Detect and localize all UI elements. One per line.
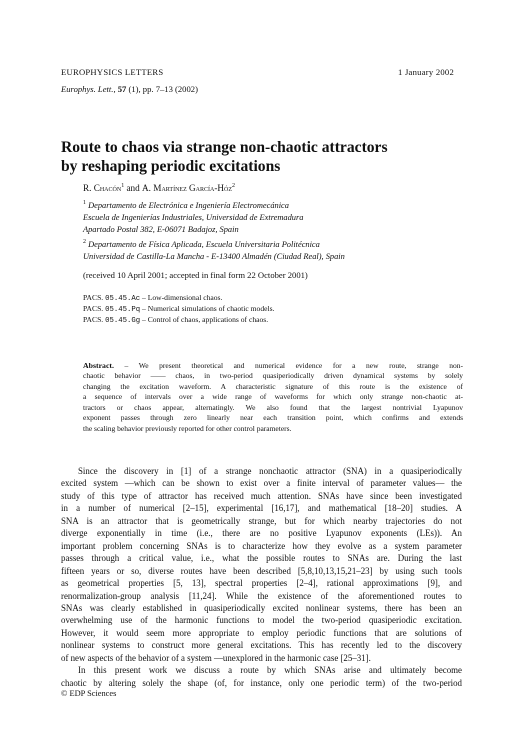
body-line: fifteen years or so, diverse routes have been described [5,8,10,13,15,21–23] by using such tools (61, 565, 462, 576)
title-line-2: by reshaping periodic excitations (61, 158, 281, 175)
abstract-line (83, 361, 463, 371)
body-line: SNAs was clearly established in quasiperiodically excited nonlinear systems, there has been an (61, 602, 462, 613)
paper-title (61, 138, 388, 176)
pacs-code: 05.45.Ac (105, 295, 141, 303)
abstract-line: a sequence of intervals over a wide range of waveforms for which only strange non-chaotic at- (83, 392, 463, 402)
pacs-list (83, 293, 274, 326)
author-2-affil: 2 (232, 183, 236, 189)
pacs-code: 05.45.Gg (105, 317, 141, 325)
citation-volume: 57 (117, 84, 127, 94)
pacs-description: – Numerical simulations of chaotic models. (140, 304, 275, 313)
body-line: diverge exponentially in time (i.e., there are no positive Lyapunov exponents (LEs)). An (61, 528, 462, 539)
body-line: nonlinear systems to construct more general excitations. This has recently led to the discovery (61, 640, 462, 651)
body-line: excited system —which can be shown to exist over a finite interval of parameter values— the (61, 478, 462, 489)
body-line: important problem concerning SNAs is to characterize how they evolve as a system parameter (61, 540, 462, 551)
body-line: as geometrical properties [5, 13], spectral properties [2–4], rational approximations [9], and (61, 578, 462, 589)
author-list (83, 183, 235, 193)
affiliation-line (83, 197, 345, 212)
author-1: R. Chacón (83, 183, 122, 194)
affiliation-marker: 1 (83, 200, 86, 206)
copyright-icon: © (61, 689, 68, 698)
body-line: However, it would seem more appropriate to employ periodic functions that are solutions of (61, 627, 462, 638)
citation-journal: Europhys. Lett. (61, 84, 114, 94)
abstract-line: exponent passes through zero linearly near each transition point, which confirms and extends (83, 413, 463, 423)
body-line: chaotic by altering solely the shape (of, for instance, only one periodic term) of the two-period (61, 677, 462, 688)
affiliation-line (83, 212, 345, 224)
copyright-footer (61, 689, 116, 698)
abstract-line: the scaling behavior previously reported for other control parameters. (83, 423, 292, 433)
abstract-line: changing the excitation waveform. A characteristic signature of this route is the existence of (83, 381, 463, 391)
body-line: in a number of numerical [2–15], experimental [16,17], and mathematical [18–20] studies. A (61, 503, 462, 514)
received-dates: (received 10 April 2001; accepted in final form 22 October 2001) (83, 270, 308, 280)
abstract-dash: – (113, 361, 139, 370)
author-1-affil: 1 (121, 183, 125, 189)
affiliation-text: Universidad de Castilla-La Mancha - E-13400 Almadén (Ciudad Real), Spain (83, 251, 345, 261)
abstract (83, 361, 463, 434)
body-line: SNA is an attractor that is geometrically strange, but for which nearby trajectories do not (61, 515, 462, 526)
body-line: Since the discovery in [1] of a strange nonchaotic attractor (SNA) in a quasiperiodically (78, 466, 462, 476)
title-line-1: Route to chaos via strange non-chaotic attractors (61, 139, 388, 156)
author-connector: and (124, 183, 143, 194)
body-line: In this present work we discuss a route by which SNAs arise and ultimately become (78, 665, 462, 676)
pacs-entry (83, 304, 274, 315)
body-text (61, 465, 462, 689)
abstract-text: We present theoretical and numerical evidence for a new route, strange non- (138, 361, 463, 370)
body-line: renormalization-group analysis [11,24]. While the existence of the aforementioned routes to (61, 590, 462, 601)
pacs-label: PACS. (83, 304, 104, 313)
abstract-line: tractors or chaos appear, alternatingly. We also found that the largest nontrivial Lyapunov (83, 402, 463, 412)
abstract-heading: Abstract. (83, 361, 114, 370)
pacs-entry (83, 293, 274, 304)
body-line: overwhelming use of the harmonic functions to model the two-period quasiperiodic excitation. (61, 615, 462, 626)
affiliations (83, 197, 345, 263)
author-2: A. Martínez García-Hóz (142, 183, 233, 194)
body-line: of new aspects of the behavior of a system —unexplored in the harmonic case [25–31]. (61, 652, 371, 663)
affiliation-text: Departamento de Electrónica e Ingeniería Electromecánica (88, 200, 289, 210)
affiliation-text: Apartado Postal 382, E-06071 Badajoz, Spain (83, 224, 239, 234)
pacs-description: – Low-dimensional chaos. (140, 293, 223, 302)
journal-header: EUROPHYSICS LETTERS (61, 67, 164, 77)
affiliation-line (83, 251, 345, 263)
pacs-code: 05.45.Pq (105, 306, 141, 314)
affiliation-line (83, 224, 345, 236)
affiliation-marker: 2 (83, 239, 86, 246)
citation: Europhys. Lett., 57 (1), pp. 7–13 (2002) (61, 84, 198, 94)
affiliation-line (83, 236, 345, 251)
pacs-entry (83, 315, 274, 326)
pacs-label: PACS. (83, 293, 104, 302)
body-line: passes through a critical value, i.e., what the possible routes to SNAs are. During the last (61, 553, 462, 564)
pacs-label: PACS. (83, 315, 104, 324)
abstract-line: chaotic behavior —— chaos, in two-period quasiperiodically driven dynamical systems by solely (83, 371, 463, 381)
body-line: study of this type of attractor has received much attention. SNAs have since been investigated (61, 490, 462, 501)
affiliation-text: Escuela de Ingenierías Industriales, Universidad de Extremadura (83, 212, 304, 222)
citation-rest: (1), pp. 7–13 (2002) (128, 84, 198, 94)
pacs-description: – Control of chaos, applications of chaos. (140, 315, 269, 324)
affiliation-text: Departamento de Física Aplicada, Escuela Universitaria Politécnica (88, 239, 320, 249)
publisher-name: EDP Sciences (69, 689, 117, 698)
issue-date: 1 January 2002 (398, 67, 455, 77)
